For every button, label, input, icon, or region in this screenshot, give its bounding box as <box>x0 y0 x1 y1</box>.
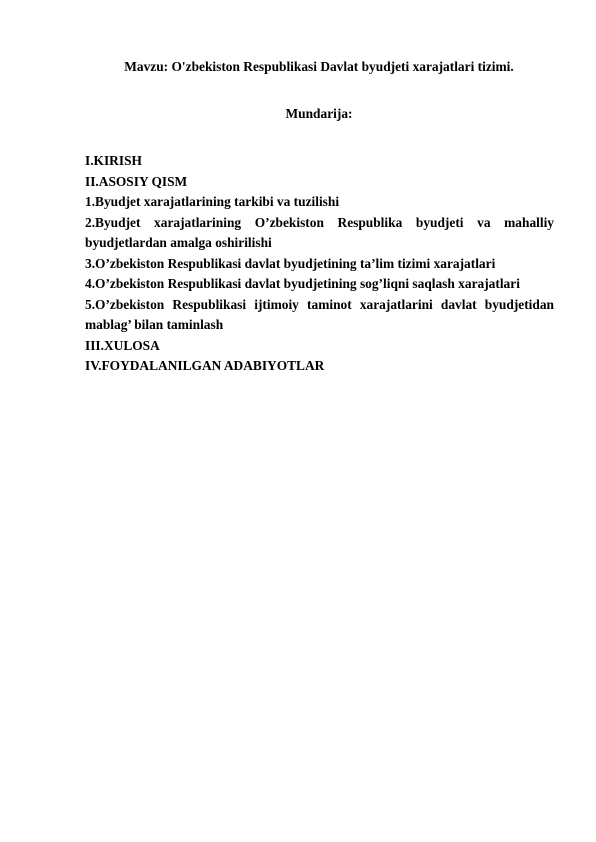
toc-item-2: 2.Byudjet xarajatlarining O’zbekiston Respublika byudjeti va mahalliy byudjetlardan amalga oshirilishi <box>85 214 554 250</box>
toc-item-xulosa: III.XULOSA <box>85 337 160 353</box>
table-of-contents <box>85 151 554 377</box>
toc-item-kirish: I.KIRISH <box>85 153 142 168</box>
document-title: Mavzu: O'zbekiston Respublikasi Davlat byudjeti xarajatlari tizimi. <box>124 59 514 74</box>
toc-item-asosiy-qism: II.ASOSIY QISM <box>85 173 188 189</box>
toc-item-3: 3.O’zbekiston Respublikasi davlat byudjetining ta’lim tizimi xarajatlari <box>85 255 496 271</box>
toc-item-adabiyotlar: IV.FOYDALANILGAN ADABIYOTLAR <box>85 358 325 373</box>
toc-item-5: 5.O’zbekiston Respublikasi ijtimoiy taminot xarajatlarini davlat byudjetidan mablag’ bilan taminlash <box>85 296 554 332</box>
toc-heading: Mundarija: <box>285 106 353 121</box>
toc-item-4: 4.O’zbekiston Respublikasi davlat byudjetining sog’liqni saqlash xarajatlari <box>85 276 520 291</box>
toc-item-1: 1.Byudjet xarajatlarining tarkibi va tuzilishi <box>85 194 340 209</box>
